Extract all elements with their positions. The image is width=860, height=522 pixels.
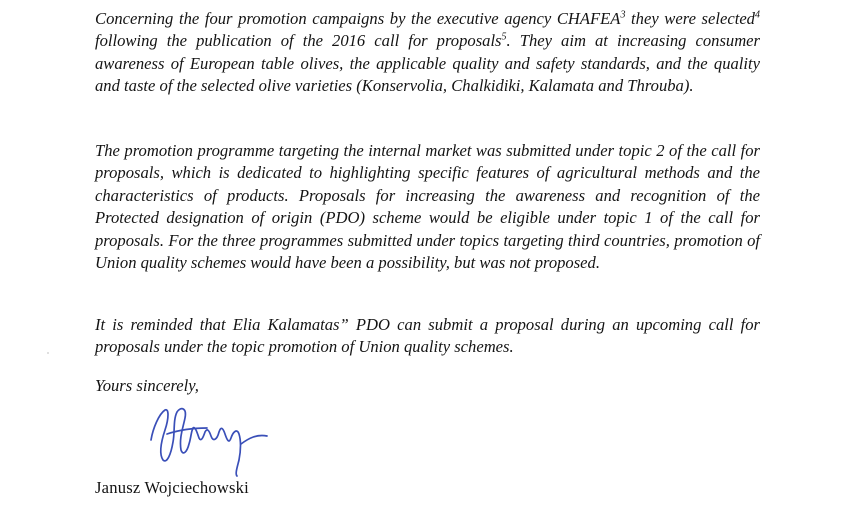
paragraph-1-text-d: . They aim at increasing consumer awareness of European table olives, the applicable quality and safety standards, and the quality and taste of the selected olive varieties (Konservolia, Chalkidiki, Kalamata and Throuba). (95, 31, 760, 96)
signer-name: Janusz Wojciechowski (95, 478, 249, 497)
footnote-ref-5: 5 (501, 31, 507, 43)
closing-salutation: Yours sincerely, (95, 376, 199, 395)
paragraph-promotion-campaigns (95, 8, 760, 98)
handwritten-signature (145, 398, 275, 482)
signature-strokes (151, 409, 267, 476)
paragraph-1-text-b: they were selected (625, 9, 755, 28)
footnote-ref-4: 4 (754, 9, 760, 21)
signature-stroke-flourish (241, 435, 267, 444)
paragraph-1-text-c: following the publication of the 2016 call for proposals (95, 31, 502, 51)
scan-speck (47, 352, 49, 354)
signature-stroke-main (151, 409, 241, 476)
paragraph-1-text-a: Concerning the four promotion campaigns by the executive agency CHAFEA (95, 9, 621, 28)
paragraph-reminder: It is reminded that Elia Kalamatas” PDO can submit a proposal during an upcoming call for proposals under the topic promotion of Union quality schemes. (95, 315, 760, 357)
signature-stroke-cross (167, 428, 207, 434)
footnote-ref-3: 3 (620, 9, 626, 21)
paragraph-internal-market: The promotion programme targeting the internal market was submitted under topic 2 of the call for proposals, which is dedicated to highlighting specific features of agricultural methods and the characteristics of products. Proposals for increasing the awareness and recognition of the Protected designation of origin (PDO) scheme would be eligible under topic 1 of the call for proposals. For the three programmes submitted under topics targeting third countries, promotion of Union quality schemes would have been a possibility, but was not proposed. (95, 141, 760, 273)
